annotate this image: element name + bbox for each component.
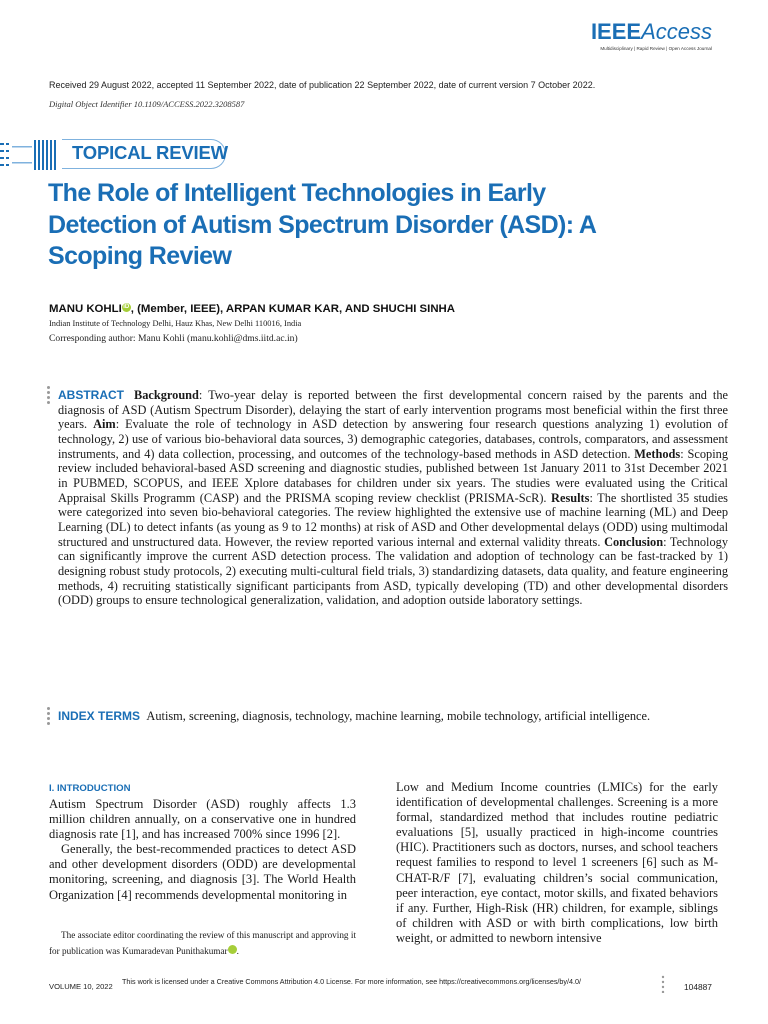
index-terms-heading: INDEX TERMS [58,709,141,723]
received-dates: Received 29 August 2022, accepted 11 September 2022, date of publication 22 September 2022, date of current version 7 October 2022. [49,80,596,90]
abstract-dots-icon [47,386,51,406]
article-type-label: TOPICAL REVIEW [72,142,228,163]
index-dots-icon [47,707,51,727]
editor-footnote: The associate editor coordinating the review of this manuscript and approving it for publication was Kumaradevan Punithakumar iD. [49,930,356,956]
banner-decoration-icon [0,137,68,173]
right-column [396,780,718,946]
background-label: Background [133,388,199,402]
volume-label: VOLUME 10, 2022 [49,982,113,991]
intro-paragraph-2: Generally, the best-recommended practices to detect ASD and other development disorders (ODD) are developmental monitoring, screening, and diagnosis [3]. The World Health Organization [4] recommends developmental monitoring in [49,842,356,902]
background-text: : Two-year delay is reported between the first developmental concern raised by the parents and the diagnosis of ASD (Autism Spectrum Disorder), delaying the start of early intervention programs most beneficial within the first three years. [58,388,728,432]
aim-label: Aim [93,417,116,432]
conclusion-text: : Technology can significantly improve the current ASD detection process. The validation and adoption of technology can be fast-tracked by 1) designing robust study protocols, 2) executing multi-cultural field trials, 3) standardizing datasets, data quality, and feature engineering methods, 4) recruiting statistically significant participants from ASD, typically developing (TD) and other developmental disorders (ODD) groups to ensure technological generalization, validation, and adoption outside laboratory settings. [58,534,728,608]
doi-line: Digital Object Identifier 10.1109/ACCESS.2022.3208587 [49,99,245,109]
conclusion-label: Conclusion [604,534,664,549]
author-others: , (Member, IEEE), ARPAN KUMAR KAR, AND SHUCHI SINHA [130,303,455,315]
aim-text: : Evaluate the role of technology in ASD detection by answering four research questions analyzing 1) evolution of technology, 2) use of various bio-behavioral data sources, 3) demographic categories, databases, controls, comparators, and assessment instruments, and 4) data collection, processing, and outcomes of the technology-based methods in ASD detection. [58,417,729,461]
journal-tagline: Multidisciplinary | Rapid Review | Open Access Journal [600,46,712,51]
affiliation: Indian Institute of Technology Delhi, Hauz Khas, New Delhi 110016, India [49,319,302,328]
index-terms [58,709,728,724]
intro-paragraph-3: Low and Medium Income countries (LMICs) for the early identification of developmental challenges. Screening is a more formal, standardized method that includes routine pediatric evaluations [5], usually practiced in high-income countries (HIC). Practitioners such as doctors, nurses, and school teachers request families to respond to level 1 screeners [6] such as M-CHAT-R/F [7], evaluating children’s social communication, peer interaction, eye contact, motor skills, and fixated behaviors if any. Further, High-Risk (HR) children, for example, siblings of children with ASD or with birth complications, low birth weight, or admitted to newborn intensive [396,780,718,945]
results-text: : The shortlisted 35 studies were categorized into seven bio-behavioral categories. The review highlighted the extensive use of machine learning (ML) and Deep Learning (DL) to detect infants (as young as 9 to 12 months) at risk of ASD and Other developmental delays (ODD) using multimodal structured and unstructured data. However, the review reported various internal and external validity threats. [58,490,728,549]
index-terms-text: Autism, screening, diagnosis, technology, machine learning, mobile technology, artificial intelligence. [146,709,651,723]
orcid-icon[interactable]: iD [123,304,130,310]
orcid-icon[interactable]: iD [228,945,237,954]
corresponding-author: Corresponding author: Manu Kohli (manu.kohli@dms.iitd.ac.in) [49,333,298,344]
author-first: MANU KOHLI [49,303,122,315]
abstract-heading: ABSTRACT [58,388,124,402]
intro-paragraph-1: Autism Spectrum Disorder (ASD) roughly affects 1.3 million children annually, on a conservative one in hundred diagnosis rate [1], and has increased 700% since 1996 [2]. [49,797,356,842]
page-number: 104887 [684,982,712,992]
results-label: Results [551,490,590,505]
abstract-section [58,388,728,608]
left-column [49,783,356,903]
article-title: The Role of Intelligent Technologies in Early Detection of Autism Spectrum Disorder (ASD): A Scoping Review [48,179,596,270]
section-heading: I. INTRODUCTION [49,783,131,794]
abstract-text [58,388,728,608]
license-notice[interactable]: This work is licensed under a Creative Commons Attribution 4.0 License. For more information, see https://creativecommons.org/licenses/by/4.0/ [122,977,582,986]
journal-logo [591,20,712,51]
methods-text: : Scoping review included behavioral-based ASD screening and diagnostic studies, published between 1st January 2011 to 31st December 2021 in PUBMED, SCOPUS, and IEEE Xplore databases for children under six years. The studies were evaluated using the Critical Appraisal Skills Programm (CASP) and the PRISMA scoping review checklist (PRISMA-ScR). [58,446,728,505]
footer-dots-icon [659,975,667,993]
journal-brand: IEEEAccess [590,19,712,44]
methods-label: Methods [634,446,681,461]
author-list [49,303,455,315]
